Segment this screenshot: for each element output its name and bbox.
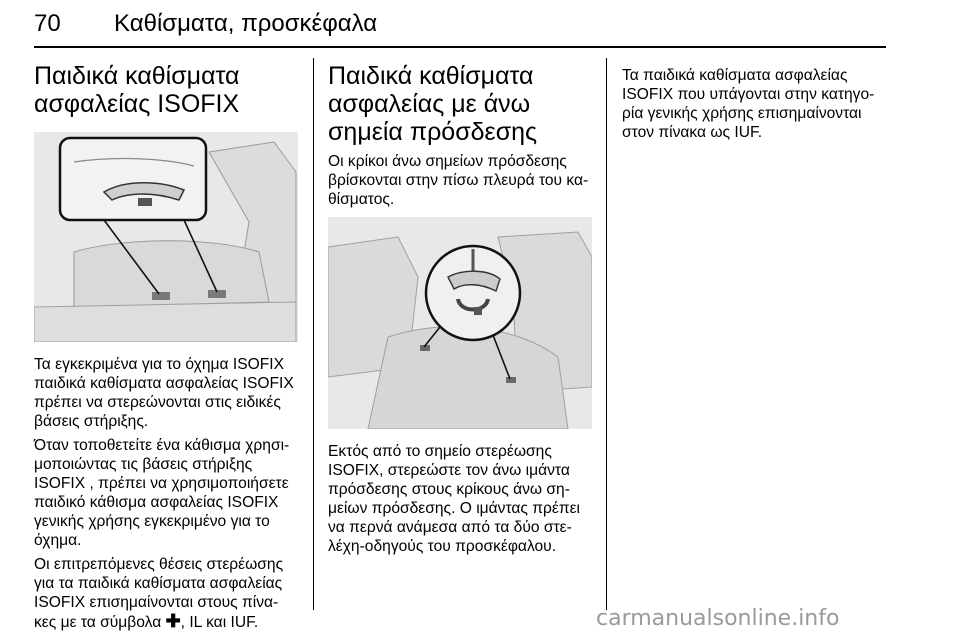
section-heading-top-tether: Παιδικά καθίσματα ασφαλείας με άνω σημεία πρόσδεσης	[328, 62, 538, 146]
isofix-para-2: Όταν τοποθετείτε ένα κάθισμα χρησι-μοποιώντας τις βάσεις στήριξης ISOFIX , πρέπει να χρησιμοποιήσετε παιδικό κάθισμα ασφαλείας ISOFIX γενικής χρήσης εγκεκριμένο για το όχημα.	[34, 437, 290, 549]
column-divider-2	[606, 58, 607, 610]
iuf-para-1: Τα παιδικά καθίσματα ασφαλείας ISOFIX που υπάγονται στην κατηγο-ρία γενικής χρήσης επισημαίνονται στον πίνακα ως IUF.	[622, 67, 875, 141]
column-iuf	[622, 58, 886, 147]
isofix-para-3-end: , IL και IUF.	[180, 614, 259, 631]
isofix-plus-symbol: ✚	[165, 611, 181, 631]
section-heading-isofix: Παιδικά καθίσματα ασφαλείας ISOFIX	[34, 62, 240, 118]
top-tether-para-1: Οι κρίκοι άνω σημείων πρόσδεσης βρίσκονται στην πίσω πλευρά του κα-θίσματος.	[328, 153, 589, 208]
top-tether-illustration	[328, 217, 592, 429]
column-isofix	[34, 58, 298, 637]
column-divider-1	[313, 58, 314, 610]
site-watermark: carmanualsonline.info	[596, 606, 840, 631]
isofix-anchor-illustration	[34, 132, 298, 342]
isofix-para-3	[34, 555, 298, 632]
isofix-para-1: Τα εγκεκριμένα για το όχημα ISOFIX παιδικά καθίσματα ασφαλείας ISOFIX πρέπει να στερεώνονται στις ειδικές βάσεις στήριξης.	[34, 356, 294, 430]
header-rule	[34, 46, 886, 48]
top-tether-para-2: Εκτός από το σημείο στερέωσης ISOFIX, στερεώστε τον άνω ιμάντα πρόσδεσης στους κρίκους άνω ση-μείων πρόσδεσης. Ο ιμάντας πρέπει να περνά ανάμεσα από τα δύο στε-λέχη-οδηγούς του προσκέφαλου.	[328, 443, 581, 555]
isofix-para-3-text: Οι επιτρεπόμενες θέσεις στερέωσης για τα παιδικά καθίσματα ασφαλείας ISOFIX επισημαίνονται στους πίνα-κες με τα σύμβολα	[34, 556, 284, 631]
running-title: Καθίσματα, προσκέφαλα	[114, 10, 378, 37]
page-header	[34, 6, 886, 50]
column-top-tether	[328, 58, 592, 561]
page-number: 70	[34, 10, 61, 37]
